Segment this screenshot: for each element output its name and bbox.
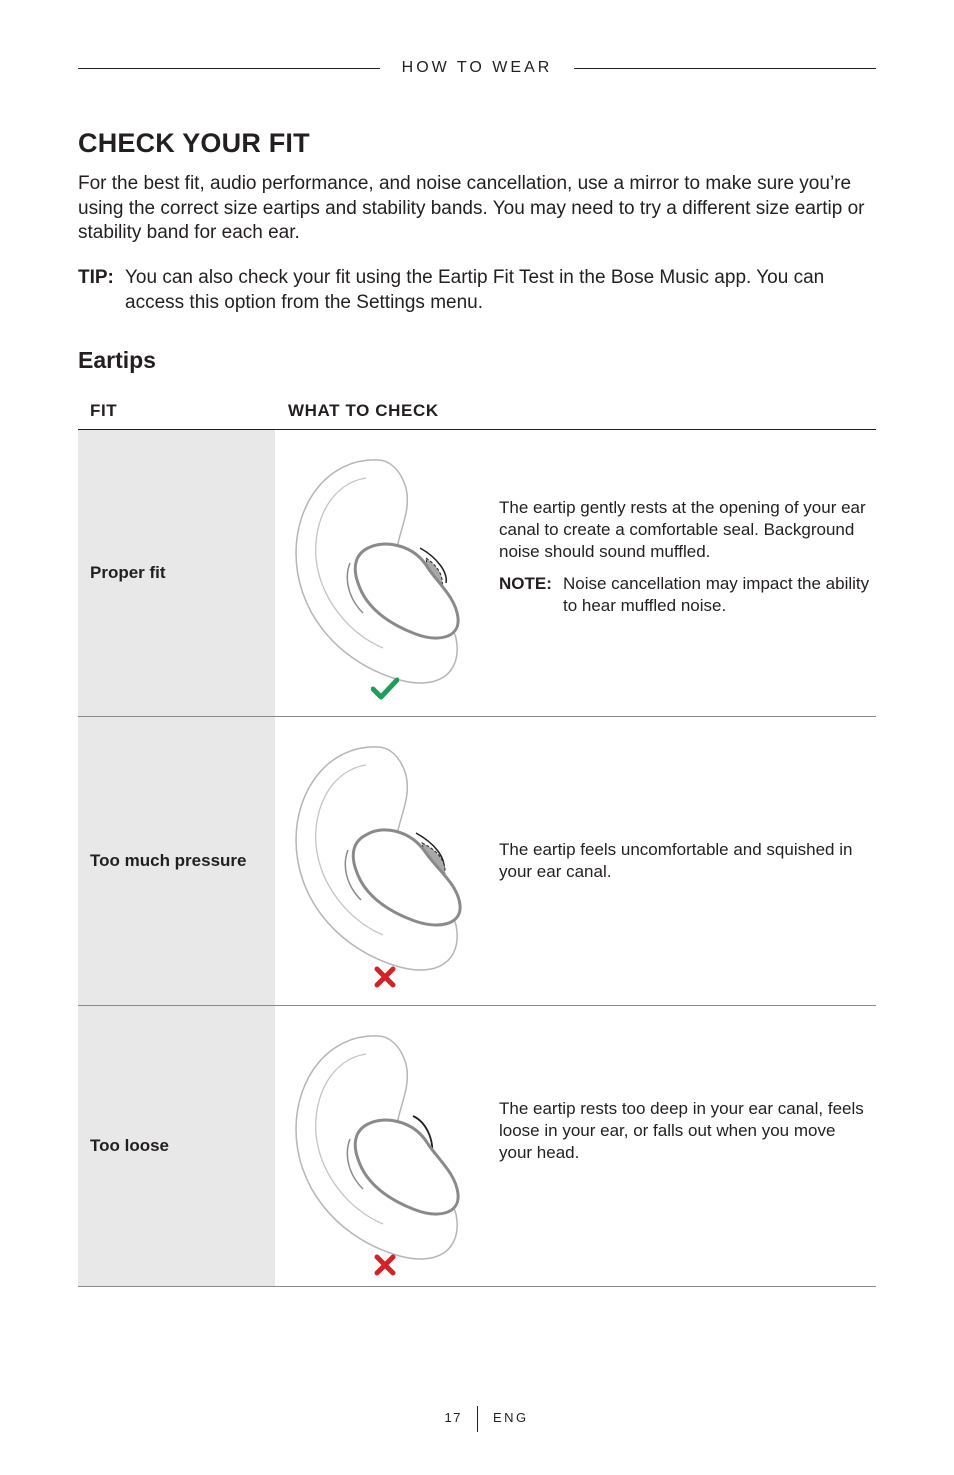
note-text: Noise cancellation may impact the ability to hear muffled noise. <box>563 574 870 615</box>
page-title: CHECK YOUR FIT <box>78 128 310 158</box>
section-header <box>78 56 876 80</box>
page-number: 17 <box>444 1410 462 1425</box>
x-mark-icon <box>374 966 396 988</box>
eartips-heading: Eartips <box>78 347 156 373</box>
fit-label: Too loose <box>90 1136 170 1155</box>
x-mark-icon <box>374 1254 396 1276</box>
tip-label: TIP: <box>78 267 114 288</box>
column-header-fit: FIT <box>90 401 118 420</box>
header-rule-right <box>574 68 876 69</box>
fit-label: Too much pressure <box>90 851 247 870</box>
description-text: The eartip gently rests at the opening of your ear canal to create a comfortable seal. Background noise should sound muffled. <box>499 498 866 561</box>
page-footer <box>0 1406 954 1432</box>
ear-eartip-illustration <box>288 448 468 708</box>
table-row <box>78 1006 876 1287</box>
table-row <box>78 717 876 1006</box>
checkmark-icon <box>371 677 399 701</box>
intro-paragraph: For the best fit, audio performance, and noise cancellation, use a mirror to make sure you’re using the correct size eartips and stability bands. You may need to try a different size eartip or stability band for each ear. <box>78 173 865 243</box>
description-cell <box>499 497 871 617</box>
description-cell <box>499 839 871 883</box>
fit-label: Proper fit <box>90 563 166 582</box>
ear-eartip-illustration <box>288 1024 468 1284</box>
section-label: HOW TO WEAR <box>401 59 553 76</box>
ear-eartip-illustration <box>288 735 468 995</box>
column-header-what-to-check: WHAT TO CHECK <box>288 401 439 420</box>
language-label: ENG <box>493 1410 529 1425</box>
header-rule-left <box>78 68 380 69</box>
note-block <box>499 573 871 617</box>
description-text: The eartip feels uncomfortable and squished in your ear canal. <box>499 840 853 881</box>
footer-separator <box>477 1406 478 1432</box>
table-row <box>78 430 876 717</box>
tip-text: You can also check your fit using the Eartip Fit Test in the Bose Music app. You can access this option from the Settings menu. <box>125 267 825 313</box>
row-divider <box>78 1286 876 1287</box>
description-cell <box>499 1098 871 1164</box>
description-text: The eartip rests too deep in your ear canal, feels loose in your ear, or falls out when you move your head. <box>499 1099 864 1162</box>
note-label: NOTE: <box>499 574 552 593</box>
